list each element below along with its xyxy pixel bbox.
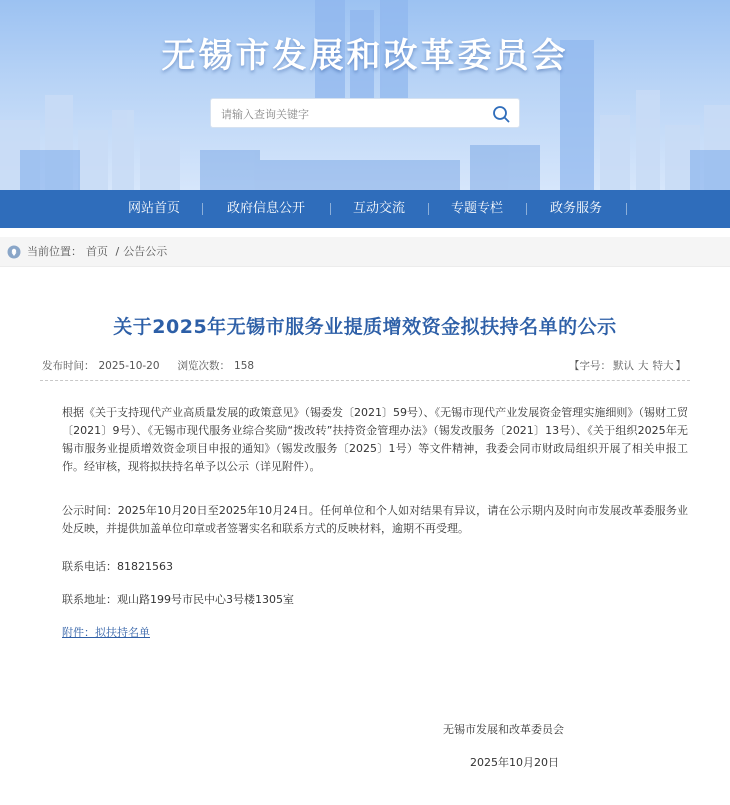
header-banner xyxy=(0,0,730,190)
paragraph-basis: 根据《关于支持现代产业高质量发展的政策意见》（锡委发〔2021〕59号）、《无锡市现代产业发展资金管理实施细则》（锡财工贸〔2021〕9号）、《无锡市现代服务业综合奖励“拨改转”扶持资金管理办法》（锡发改服务〔2021〕13号）、《关于组织2025年无锡市服务业提质增效资金项目申报的通知》（锡发改服务〔2025〕1号）等文件精神，我委会同市财政局组织开展了相关申报工作。经审核，现将拟扶持名单予以公示（详见附件）。 xyxy=(62,406,688,473)
views-label: 浏览次数： xyxy=(177,360,231,372)
font-size-switcher xyxy=(569,358,686,373)
font-size-close: 】 xyxy=(675,360,686,372)
site-title: 无锡市发展和改革委员会 xyxy=(161,36,569,76)
main-nav xyxy=(0,190,730,228)
breadcrumb-bar xyxy=(0,237,730,267)
breadcrumb-separator: / xyxy=(115,245,120,258)
search-box xyxy=(210,98,520,128)
nav-item-gov-info[interactable]: 政府信息公开 xyxy=(226,201,305,216)
font-size-big[interactable]: 大 xyxy=(638,360,649,372)
signature-date: 2025年10月20日 xyxy=(470,756,559,769)
font-size-default[interactable]: 默认 xyxy=(613,360,634,372)
paragraph-period: 公示时间：2025年10月20日至2025年10月24日。任何单位和个人如对结果有异议，请在公示期内及时向市发展改革委服务业处反映，并提供加盖单位印章或者签署实名和联系方式的反映材料，逾期不再受理。 xyxy=(62,504,688,535)
nav-divider xyxy=(626,203,627,215)
font-size-bigger[interactable]: 特大 xyxy=(652,360,674,372)
publish-date: 2025-10-20 xyxy=(98,360,160,372)
breadcrumb xyxy=(27,237,167,267)
search-input[interactable] xyxy=(221,103,481,125)
article-title: 关于2025年无锡市服务业提质增效资金拟扶持名单的公示 xyxy=(113,316,617,338)
attachment-link[interactable]: 附件：拟扶持名单 xyxy=(62,626,150,639)
nav-item-interaction[interactable]: 互动交流 xyxy=(352,201,405,216)
meta-divider xyxy=(40,380,690,381)
nav-divider xyxy=(526,203,527,215)
nav-divider xyxy=(330,203,331,215)
contact-phone: 联系电话：81821563 xyxy=(62,560,173,573)
breadcrumb-label: 当前位置： xyxy=(27,245,82,258)
nav-item-services[interactable]: 政务服务 xyxy=(549,201,602,216)
publish-label: 发布时间： xyxy=(42,360,95,372)
breadcrumb-announcements[interactable]: 公告公示 xyxy=(123,245,168,258)
location-pin-icon xyxy=(7,245,21,259)
search-icon[interactable] xyxy=(491,104,511,124)
views-count: 158 xyxy=(234,360,255,372)
signature-org: 无锡市发展和改革委员会 xyxy=(443,723,564,736)
font-size-label: 【字号： xyxy=(569,360,611,372)
nav-divider xyxy=(202,203,203,215)
contact-address: 联系地址：观山路199号市民中心3号楼1305室 xyxy=(62,593,294,606)
nav-item-topics[interactable]: 专题专栏 xyxy=(450,201,503,216)
breadcrumb-home[interactable]: 首页 xyxy=(86,245,108,258)
nav-divider xyxy=(428,203,429,215)
nav-item-home[interactable]: 网站首页 xyxy=(127,201,180,216)
article-meta xyxy=(42,358,258,373)
